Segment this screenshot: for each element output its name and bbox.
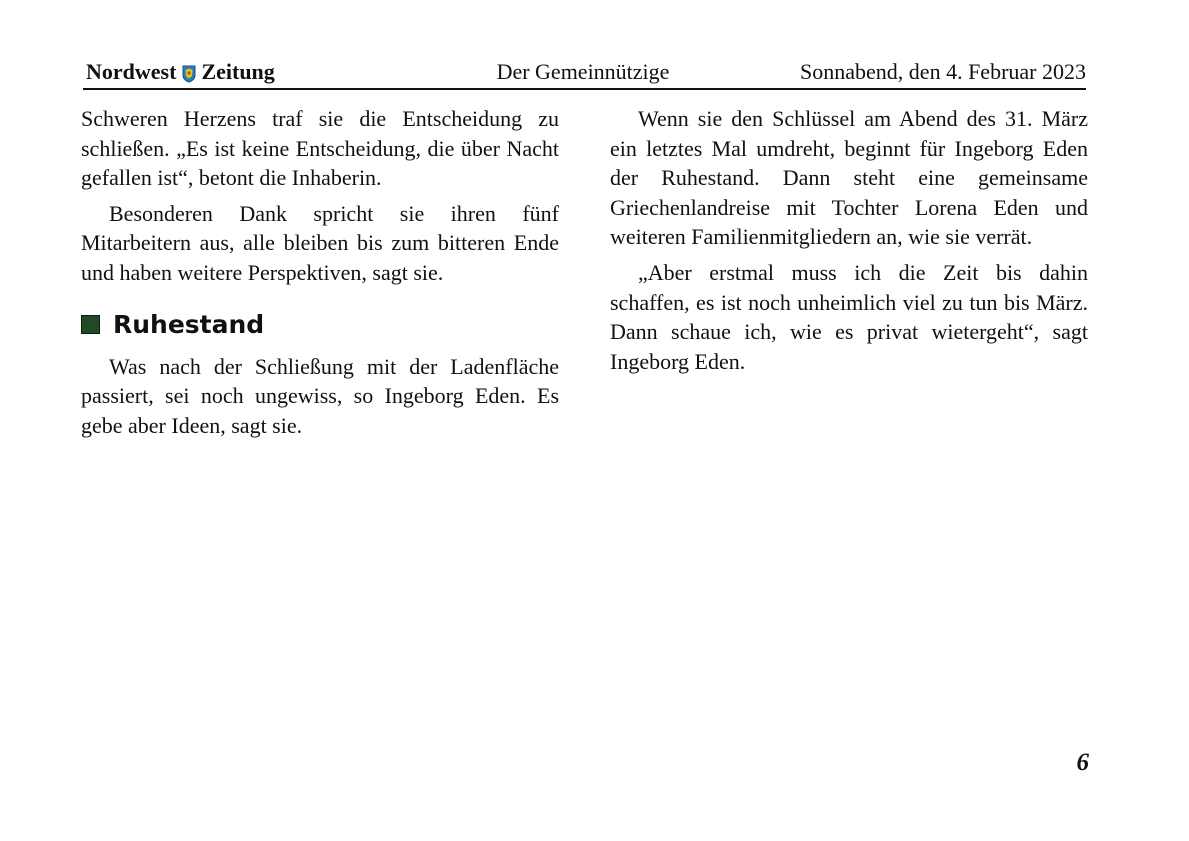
section-title: Der Gemeinnützige: [496, 59, 670, 84]
paragraph: Schweren Herzens traf sie die Entscheidung zu schließen. „Es ist keine Entscheidung, die über Nacht gefallen ist“, betont die Inhaberin.: [81, 106, 559, 191]
section-heading: [81, 308, 559, 342]
paragraph: „Aber erstmal muss ich die Zeit bis dahin schaffen, es ist noch unheimlich viel zu tun bis März. Dann schaue ich, wie es privat wietergeht“, sagt Ingeborg Eden.: [610, 259, 1088, 374]
paragraph: Was nach der Schließung mit der Ladenfläche passiert, sei noch ungewiss, so Ingeborg Eden. Es gebe aber Ideen, sagt sie.: [81, 353, 559, 438]
newspaper-brand: [86, 59, 275, 85]
paragraph: Besonderen Dank spricht sie ihren fünf Mitarbeitern aus, alle bleiben bis zum bitteren Ende und haben weitere Perspektiven, sagt sie.: [81, 200, 559, 285]
page-header: [83, 56, 1086, 90]
heading-square-icon: [81, 315, 100, 334]
heading-text: Ruhestand: [113, 309, 265, 339]
brand-name-part2: Zeitung: [201, 59, 275, 84]
crest-icon: [182, 63, 196, 81]
page-number: 6: [1076, 749, 1089, 776]
left-column: [81, 104, 559, 440]
issue-date: Sonnabend, den 4. Februar 2023: [800, 59, 1086, 84]
brand-name-part1: Nordwest: [86, 59, 177, 84]
right-column: [610, 104, 1088, 376]
paragraph: Wenn sie den Schlüssel am Abend des 31. März ein letztes Mal umdreht, beginnt für Ingeborg Eden der Ruhestand. Dann steht eine gemeinsame Griechenlandreise mit Tochter Lorena Eden und weiteren Familienmitgliedern an, wie sie verrät.: [610, 106, 1088, 250]
